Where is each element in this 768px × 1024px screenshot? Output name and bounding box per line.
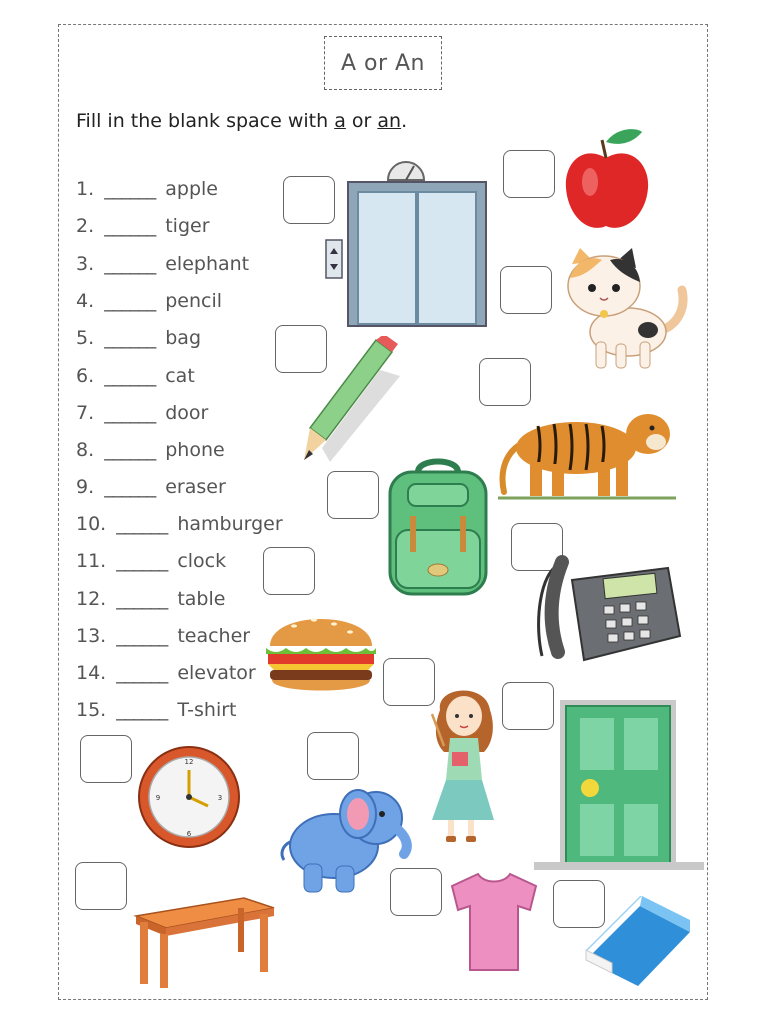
list-item: 9. ______ eraser: [76, 476, 226, 498]
blank-line[interactable]: ______: [104, 365, 156, 387]
door-picture: [534, 700, 704, 872]
list-item: 7. ______ door: [76, 402, 209, 424]
list-item: 8. ______ phone: [76, 439, 225, 461]
blank-line[interactable]: ______: [104, 327, 156, 349]
list-item: 15. ______ T-shirt: [76, 699, 237, 721]
answer-box-cat[interactable]: [500, 266, 552, 314]
eraser-picture: [582, 890, 694, 990]
option-a: a: [334, 110, 346, 132]
answer-box-backpack[interactable]: [327, 471, 379, 519]
svg-text:9: 9: [155, 794, 161, 802]
backpack-picture: [380, 458, 496, 598]
instruction-suffix: .: [401, 110, 408, 132]
blank-line[interactable]: ______: [116, 662, 168, 684]
blank-line[interactable]: ______: [104, 215, 156, 237]
table-picture: [132, 892, 278, 990]
apple-picture: [562, 124, 652, 236]
blank-line[interactable]: ______: [104, 439, 156, 461]
option-an: an: [377, 110, 402, 132]
clock-picture: [136, 744, 242, 850]
svg-text:3: 3: [217, 794, 223, 802]
list-item: 10. ______ hamburger: [76, 513, 283, 535]
list-item: 11. ______ clock: [76, 550, 227, 572]
list-item: 5. ______ bag: [76, 327, 201, 349]
list-item: 2. ______ tiger: [76, 215, 210, 237]
pencil-picture: [300, 336, 402, 464]
elephant-picture: [278, 776, 414, 896]
page-title: A or An: [324, 36, 442, 90]
instruction-or: or: [345, 110, 378, 132]
telephone-picture: [532, 552, 684, 664]
blank-line[interactable]: ______: [104, 290, 156, 312]
answer-box-hamburger[interactable]: [263, 547, 315, 595]
svg-text:6: 6: [186, 830, 192, 838]
list-item: 3. ______ elephant: [76, 253, 250, 275]
elevator-picture: [322, 152, 490, 328]
instruction-prefix: Fill in the blank space with: [76, 110, 335, 132]
blank-line[interactable]: ______: [116, 550, 168, 572]
teacher-picture: [426, 680, 498, 844]
answer-box-clock[interactable]: [80, 735, 132, 783]
blank-line[interactable]: ______: [104, 402, 156, 424]
blank-line[interactable]: ______: [104, 178, 156, 200]
blank-line[interactable]: ______: [116, 699, 168, 721]
svg-text:12: 12: [184, 758, 194, 766]
blank-line[interactable]: ______: [104, 476, 156, 498]
list-item: 6. ______ cat: [76, 365, 195, 387]
answer-box-table[interactable]: [75, 862, 127, 910]
tshirt-picture: [446, 870, 542, 974]
blank-line[interactable]: ______: [116, 588, 168, 610]
blank-line[interactable]: ______: [116, 513, 168, 535]
list-item: 4. ______ pencil: [76, 290, 223, 312]
cat-picture: [558, 246, 692, 372]
tiger-picture: [498, 396, 676, 502]
answer-box-elephant[interactable]: [307, 732, 359, 780]
answer-box-apple[interactable]: [503, 150, 555, 198]
hamburger-picture: [264, 600, 378, 700]
blank-line[interactable]: ______: [116, 625, 168, 647]
list-item: 13. ______ teacher: [76, 625, 251, 647]
list-item: 12. ______ table: [76, 588, 226, 610]
list-item: 14. ______ elevator: [76, 662, 256, 684]
list-item: 1. ______ apple: [76, 178, 218, 200]
blank-line[interactable]: ______: [104, 253, 156, 275]
instruction: [76, 110, 407, 132]
